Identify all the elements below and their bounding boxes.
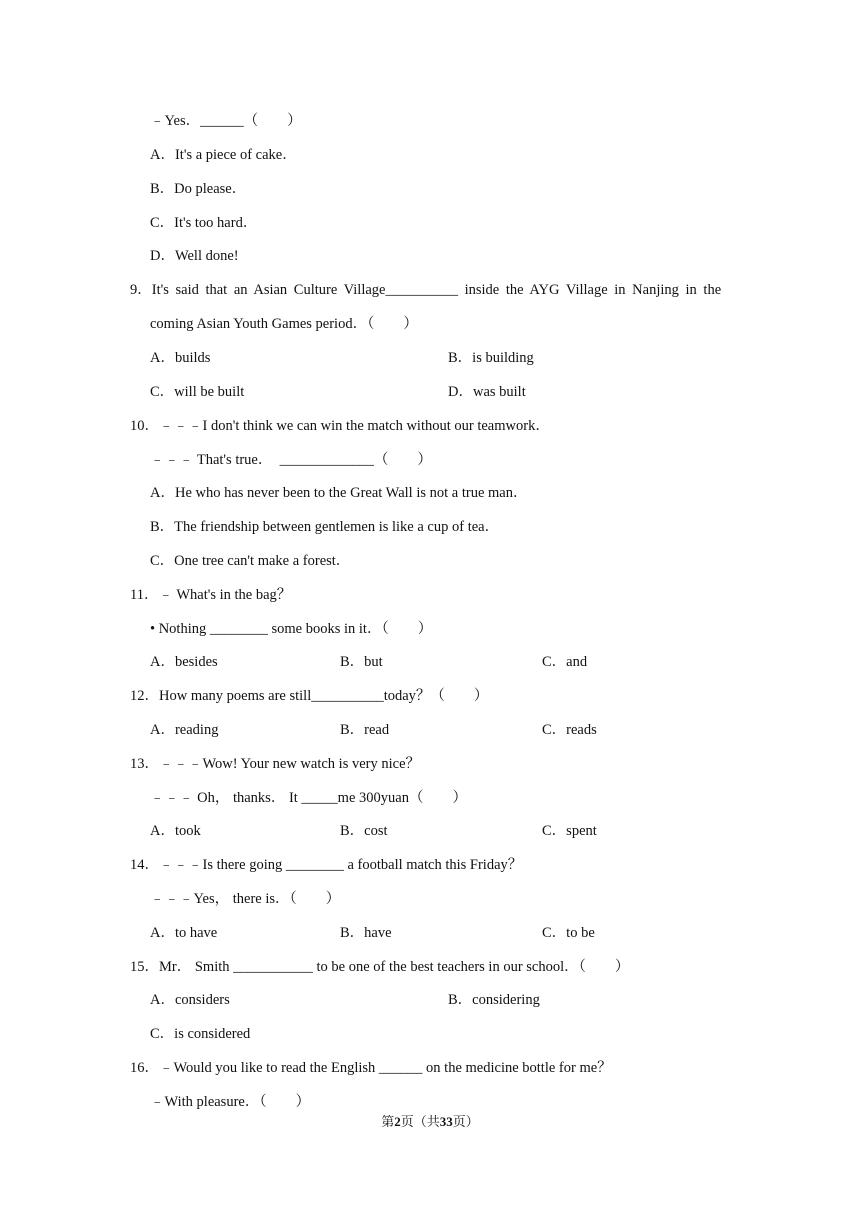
line-21: 12．How many poems are still__________today？（ ）	[130, 688, 489, 704]
line-6: coming Asian Youth Games period．（ ）	[150, 316, 418, 332]
line-0: ﹣Yes．______（ ）	[150, 113, 302, 129]
line-27: A．took	[150, 823, 201, 839]
line-30: 14．﹣﹣﹣Is there going ________ a football match this Friday？	[130, 857, 523, 873]
line-8: B．is building	[448, 350, 534, 366]
line-14: B．The friendship between gentlemen is like a cup of tea．	[150, 519, 500, 535]
line-3: C．It's too hard．	[150, 215, 258, 231]
line-20: C．and	[542, 654, 588, 670]
line-11: 10．﹣﹣﹣I don't think we can win the match without our teamwork．	[130, 418, 550, 434]
footer-middle: 页（共	[400, 1114, 440, 1129]
line-32: A．to have	[150, 925, 218, 941]
line-16: 11．﹣ What's in the bag？	[130, 587, 292, 603]
line-34: C．to be	[542, 925, 595, 941]
line-26: ﹣﹣﹣ Oh， thanks． It _____me 300yuan（ ）	[150, 790, 467, 806]
line-19: B．but	[340, 654, 383, 670]
line-22: A．reading	[150, 722, 219, 738]
line-13: A．He who has never been to the Great Wall is not a true man．	[150, 485, 528, 501]
line-15: C．One tree can't make a forest．	[150, 553, 351, 569]
line-33: B．have	[340, 925, 392, 941]
line-7: A．builds	[150, 350, 211, 366]
footer-prefix: 第	[381, 1114, 395, 1129]
line-29: C．spent	[542, 823, 597, 839]
line-37: B．considering	[448, 992, 540, 1008]
footer-total-pages: 33	[439, 1114, 453, 1129]
line-39: 16．﹣Would you like to read the English ______ on the medicine bottle for me？	[130, 1060, 612, 1076]
line-36: A．considers	[150, 992, 230, 1008]
line-35: 15．Mr． Smith ___________ to be one of the best teachers in our school．（ ）	[130, 959, 630, 975]
line-12: ﹣﹣﹣ That's true． _____________（ ）	[150, 452, 432, 468]
line-18: A．besides	[150, 654, 218, 670]
line-2: B．Do please．	[150, 181, 247, 197]
line-4: D．Well done!	[150, 248, 239, 264]
line-1: A．It's a piece of cake．	[150, 147, 297, 163]
line-24: C．reads	[542, 722, 597, 738]
line-28: B．cost	[340, 823, 388, 839]
line-23: B．read	[340, 722, 390, 738]
line-31: ﹣﹣﹣Yes， there is．（ ）	[150, 891, 341, 907]
page-footer	[0, 1111, 860, 1130]
line-40: ﹣With pleasure．（ ）	[150, 1094, 311, 1110]
line-38: C．is considered	[150, 1026, 251, 1042]
line-5: 9．It's said that an Asian Culture Village__________ inside the AYG Village in Nanjing in the	[130, 282, 722, 298]
line-17: • Nothing ________ some books in it．（ ）	[150, 621, 433, 637]
line-10: D．was built	[448, 384, 526, 400]
line-25: 13．﹣﹣﹣Wow! Your new watch is very nice？	[130, 756, 420, 772]
line-9: C．will be built	[150, 384, 245, 400]
footer-page-number: 2	[394, 1114, 401, 1129]
footer-suffix: 页）	[452, 1114, 479, 1129]
